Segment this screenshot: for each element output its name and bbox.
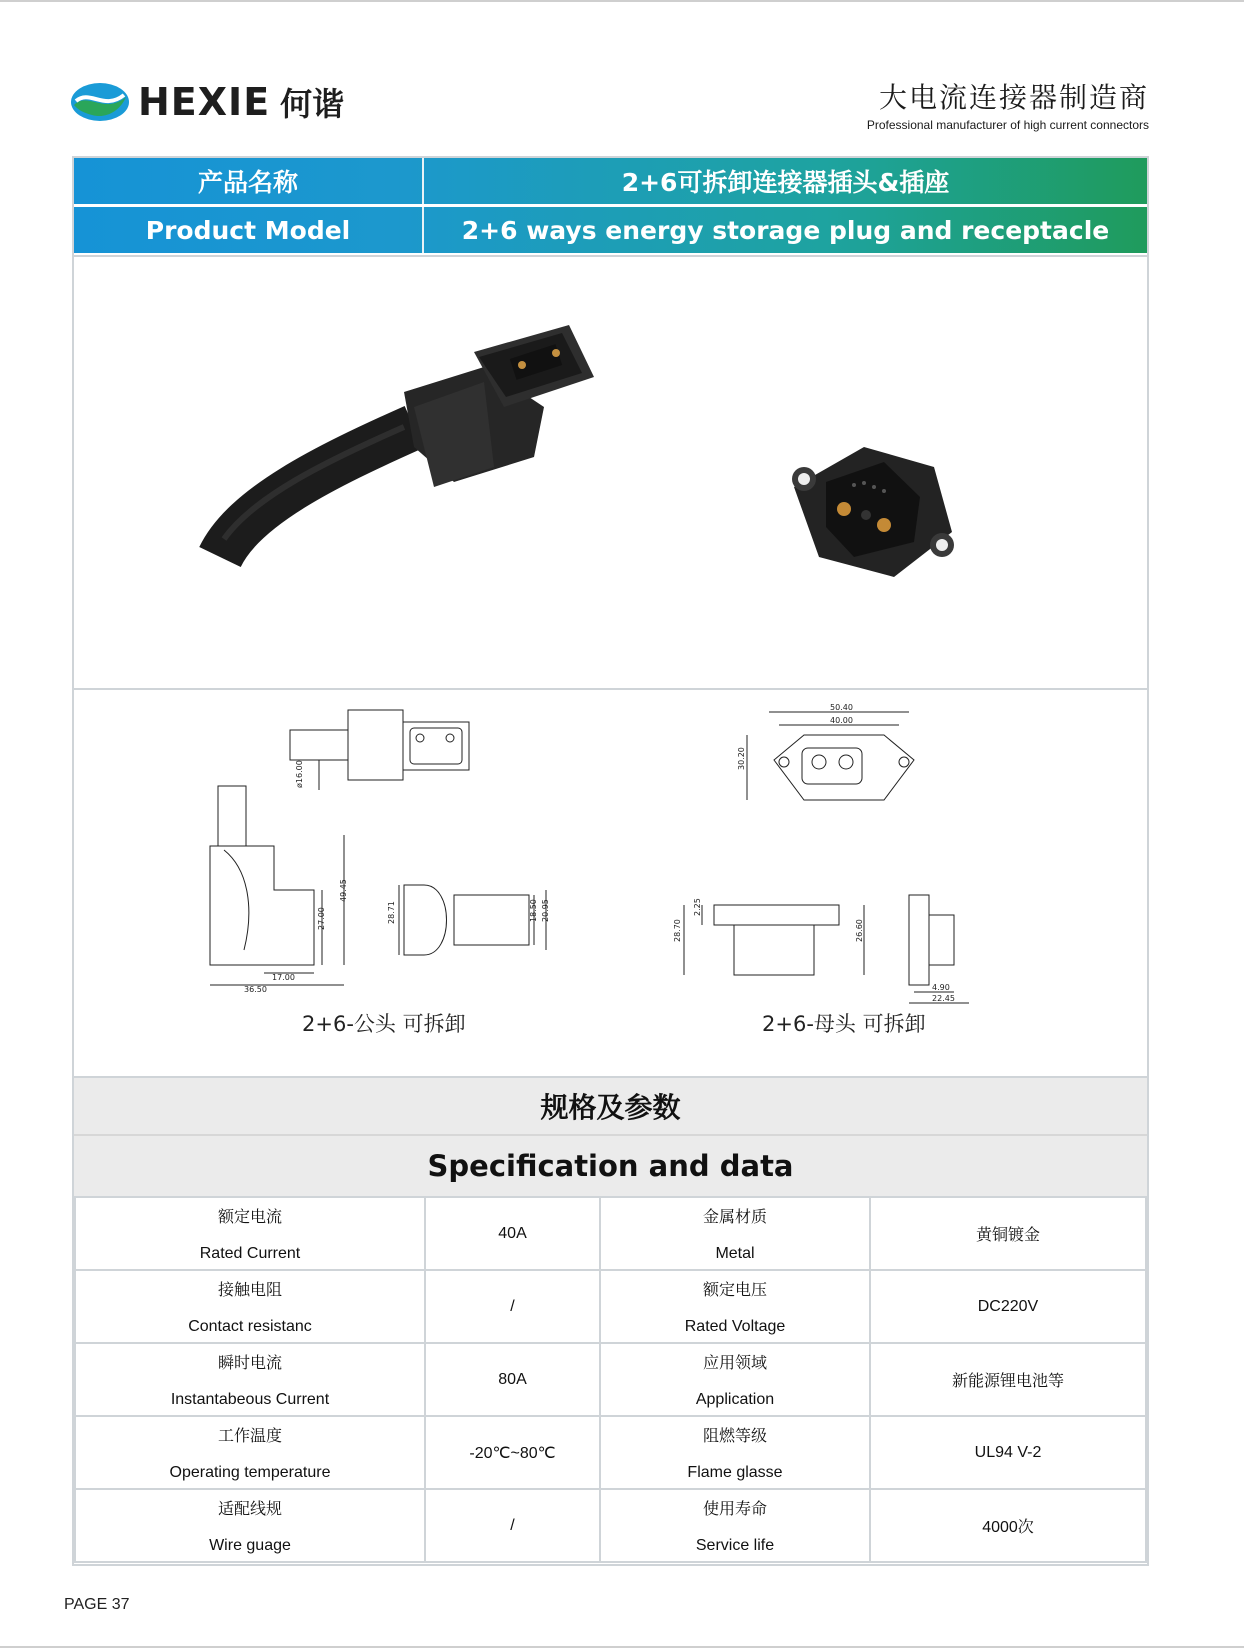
spec-label-left <box>75 1416 425 1489</box>
product-model-label: Product Model <box>74 207 424 253</box>
female-dimension-label: 50.40 <box>830 703 853 712</box>
tagline-en: Professional manufacturer of high current connectors <box>866 118 1149 132</box>
plug-photo <box>404 325 594 487</box>
spec-label-right <box>600 1416 870 1489</box>
spec-label-left-cn: 适配线规 <box>217 1501 282 1518</box>
page-number: PAGE 37 <box>64 1596 130 1613</box>
table-row <box>75 1270 1146 1343</box>
tagline-cn: 大电流连接器制造商 <box>878 81 1149 114</box>
table-row <box>75 1197 1146 1270</box>
male-top-view <box>290 710 469 790</box>
spec-label-left-en: Rated Current <box>199 1245 301 1262</box>
spec-value-right: 黄铜镀金 <box>870 1197 1146 1270</box>
spec-label-right-cn: 金属材质 <box>702 1209 767 1226</box>
product-model-row <box>74 207 1147 253</box>
male-dimension-label: 20.95 <box>541 899 550 922</box>
female-dimension-label: 30.20 <box>737 747 746 770</box>
spec-value-left: 80A <box>425 1343 600 1416</box>
spec-label-left-cn: 接触电阻 <box>217 1282 282 1299</box>
dimension-drawings <box>74 690 1147 1078</box>
male-connector-caption: 2+6-公头 可拆卸 <box>302 1012 466 1036</box>
female-dimension-label: 26.60 <box>855 919 864 942</box>
hexie-logo-icon <box>70 81 130 123</box>
spec-label-right-cn: 阻燃等级 <box>702 1428 767 1445</box>
female-dimension-label: 28.70 <box>673 919 682 942</box>
male-dimension-label: 17.00 <box>272 973 295 982</box>
spec-label-right <box>600 1270 870 1343</box>
spec-value-left: / <box>425 1270 600 1343</box>
spec-label-right-en: Rated Voltage <box>684 1318 786 1335</box>
spec-label-right-cn: 使用寿命 <box>702 1501 767 1518</box>
spec-label-left <box>75 1270 425 1343</box>
spec-value-left: 40A <box>425 1197 600 1270</box>
spec-table <box>74 1196 1147 1563</box>
spec-label-left-cn: 工作温度 <box>217 1428 282 1445</box>
spec-label-left-cn: 瞬时电流 <box>217 1355 282 1372</box>
product-name-row <box>74 158 1147 204</box>
top-rule <box>0 0 1244 2</box>
spec-value-right: DC220V <box>870 1270 1146 1343</box>
product-photo-area <box>74 255 1147 688</box>
spec-label-right <box>600 1343 870 1416</box>
spec-label-right-cn: 额定电压 <box>702 1282 767 1299</box>
connector-photos <box>74 257 1147 690</box>
brand-name-cn: 何谐 <box>280 85 345 123</box>
spec-value-right: 新能源锂电池等 <box>870 1343 1146 1416</box>
female-dimension-label: 40.00 <box>830 716 853 725</box>
male-dimension-label: 49.45 <box>339 879 348 902</box>
spec-label-left <box>75 1343 425 1416</box>
male-side-view <box>210 786 344 985</box>
spec-label-right <box>600 1489 870 1562</box>
table-row <box>75 1416 1146 1489</box>
spec-label-right-en: Application <box>695 1391 775 1408</box>
table-row <box>75 1343 1146 1416</box>
spec-title-cn: 规格及参数 <box>74 1076 1147 1134</box>
female-connector-caption: 2+6-母头 可拆卸 <box>762 1012 926 1036</box>
spec-value-right: UL94 V-2 <box>870 1416 1146 1489</box>
spec-label-left-en: Contact resistanc <box>188 1318 312 1335</box>
spec-label-right-en: Metal <box>715 1245 755 1262</box>
male-dimension-label: 36.50 <box>244 985 267 994</box>
spec-title-en: Specification and data <box>74 1134 1147 1196</box>
brand-logo <box>70 80 390 124</box>
spec-label-left-cn: 额定电流 <box>217 1209 282 1226</box>
spec-value-right: 4000次 <box>870 1489 1146 1562</box>
product-name-label: 产品名称 <box>74 158 424 204</box>
male-dimension-label: 28.71 <box>387 901 396 924</box>
technical-drawing-area <box>74 688 1147 1076</box>
female-side-view <box>684 895 969 1003</box>
product-name-value: 2+6可拆卸连接器插头&插座 <box>621 168 950 197</box>
female-dimension-label: 22.45 <box>932 994 955 1003</box>
receptacle-photo <box>792 447 954 577</box>
male-dimension-label: 27.00 <box>317 907 326 930</box>
female-front-view <box>747 712 914 800</box>
female-dimension-label: 4.90 <box>932 983 950 992</box>
datasheet-frame <box>72 156 1149 1566</box>
table-row <box>75 1489 1146 1562</box>
spec-label-left-en: Wire guage <box>209 1537 291 1554</box>
spec-value-left: / <box>425 1489 600 1562</box>
spec-label-right-en: Service life <box>695 1537 775 1554</box>
spec-label-left <box>75 1197 425 1270</box>
brand-name: HEXIE <box>138 80 271 124</box>
spec-label-right-cn: 应用领域 <box>702 1355 767 1372</box>
spec-label-left-en: Instantabeous Current <box>170 1391 330 1408</box>
spec-label-right-en: Flame glasse <box>687 1464 783 1481</box>
product-model-value: 2+6 ways energy storage plug and receptacle <box>461 215 1110 245</box>
spec-value-left: -20℃~80℃ <box>425 1416 600 1489</box>
male-front-view <box>399 885 546 955</box>
male-dimension-label: ø16.00 <box>295 760 304 788</box>
spec-label-left-en: Operating temperature <box>169 1464 331 1481</box>
header-tagline <box>867 76 1149 132</box>
spec-label-right <box>600 1197 870 1270</box>
spec-label-left <box>75 1489 425 1562</box>
female-dimension-label: 2.25 <box>693 898 702 916</box>
male-dimension-label: 18.50 <box>529 899 538 922</box>
